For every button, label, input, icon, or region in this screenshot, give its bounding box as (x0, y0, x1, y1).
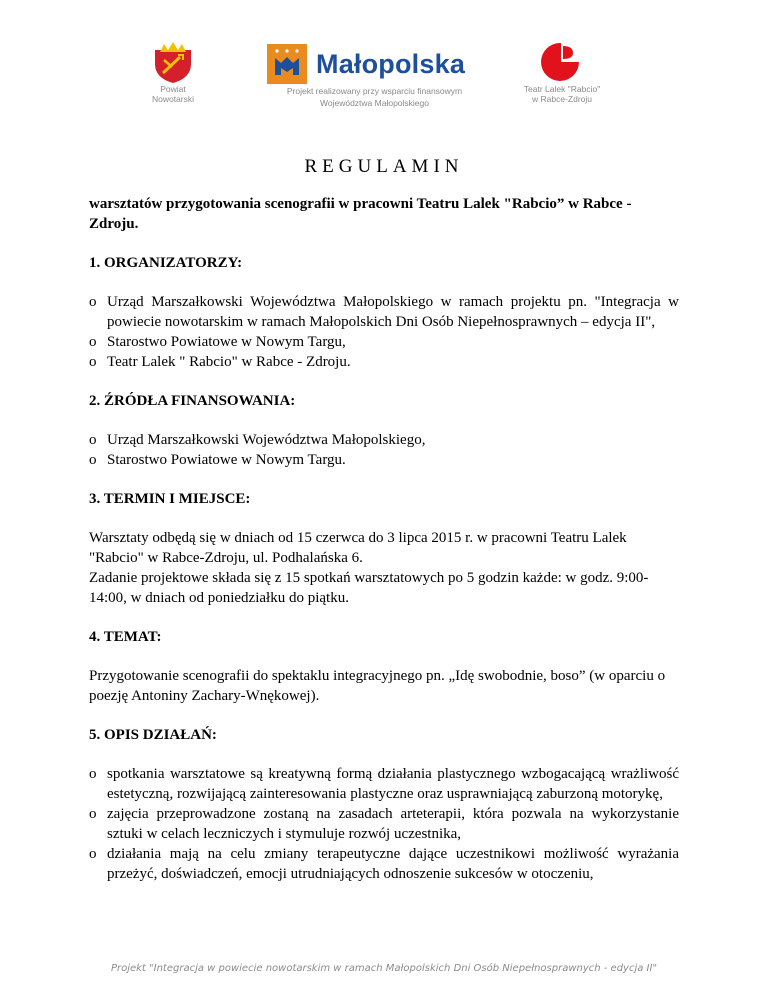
section-1-heading: 1. ORGANIZATORZY: (89, 255, 243, 271)
section-5-list (89, 764, 679, 884)
section-5-heading: 5. OPIS DZIAŁAŃ: (89, 727, 217, 743)
malopolska-wordmark: Małopolska (316, 48, 466, 79)
section-4-heading: 4. TEMAT: (89, 629, 162, 645)
section-3-paragraph-1: Warsztaty odbędą się w dniach od 15 czerwca do 3 lipca 2015 r. w pracowni Teatru Lalek "Rabcio" w Rabce-Zdroju, ul. Podhalańska 6. (89, 530, 627, 566)
list-item: o Starostwo Powiatowe w Nowym Targu, (89, 332, 679, 352)
section-3-heading: 3. TERMIN I MIEJSCE: (89, 491, 251, 507)
theatre-emblem-icon (539, 40, 585, 84)
teatr-caption-line-1: Teatr Lalek "Rabcio" (523, 84, 601, 94)
list-item: o działania mają na celu zmiany terapeutyczne dające uczestnikowi możliwość wyrażania przeżyć, doświadczeń, emocji utrudniających odnoszenie sukcesów w otoczeniu, (89, 844, 679, 884)
list-item: o Starostwo Powiatowe w Nowym Targu. (89, 450, 679, 470)
page-footer: Projekt "Integracja w powiecie nowotarskim w ramach Małopolskich Dni Osób Niepełnosprawnych - edycja II" (110, 963, 658, 974)
coat-of-arms-icon (150, 40, 196, 84)
powiat-caption-line-2: Nowotarski (151, 94, 195, 104)
powiat-caption-line-1: Powiat (160, 84, 186, 94)
teatr-caption-line-2: w Rabce-Zdroju (532, 94, 592, 104)
support-caption-line-1: Projekt realizowany przy wsparciu finansowym (286, 86, 463, 96)
list-item: o Urząd Marszałkowski Województwa Małopolskiego w ramach projektu pn. "Integracja w powiecie nowotarskim w ramach Małopolskich Dni Osób Niepełnosprawnych – edycja II", (89, 292, 679, 332)
section-2-heading: 2. ŹRÓDŁA FINANSOWANIA: (89, 393, 296, 409)
list-item: o spotkania warsztatowe są kreatywną formą działania plastycznego wzbogacającą wrażliwość estetyczną, rozwijającą zainteresowania plastyczne oraz usprawniającą zaburzoną motorykę, (89, 764, 679, 804)
document-title: REGULAMIN (304, 156, 464, 177)
section-4-text (89, 666, 679, 706)
section-3-paragraph-2: Zadanie projektowe składa się z 15 spotkań warsztatowych po 5 godzin każde: w godz. 9:00-14:00, w dniach od poniedziałku do piątku. (89, 570, 649, 606)
malopolska-logo (267, 44, 482, 108)
document-lead: warsztatów przygotowania scenografii w pracowni Teatru Lalek "Rabcio” w Rabce - Zdroju. (89, 196, 632, 232)
section-2-list (89, 430, 679, 470)
section-4-paragraph: Przygotowanie scenografii do spektaklu integracyjnego pn. „Idę swobodnie, boso” (w oparciu o poezję Antoniny Zachary-Wnękowej). (89, 668, 666, 704)
logo-header (0, 40, 768, 110)
list-item: o Urząd Marszałkowski Województwa Małopolskiego, (89, 430, 679, 450)
powiat-nowotarski-logo (140, 40, 206, 104)
section-1-list (89, 292, 679, 372)
teatr-rabcio-logo (512, 40, 612, 104)
malopolska-emblem-icon (267, 44, 307, 84)
list-item: o zajęcia przeprowadzone zostaną na zasadach arteterapii, która pozwala na wykorzystanie sztuki w celach leczniczych i stymuluje rozwój uczestnika, (89, 804, 679, 844)
list-item: o Teatr Lalek " Rabcio" w Rabce - Zdroju. (89, 352, 679, 372)
support-caption-line-2: Województwa Małopolskiego (320, 98, 429, 108)
section-3-text (89, 528, 679, 608)
document-body (89, 194, 679, 903)
